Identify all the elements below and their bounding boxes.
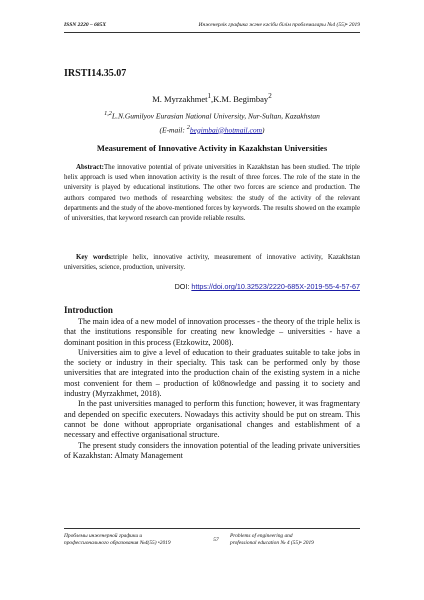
email-link[interactable]: begimbai@hotmail.com	[189, 125, 263, 134]
introduction-body	[64, 317, 360, 461]
paper-title: Measurement of Innovative Activity in Kazakhstan Universities	[96, 143, 328, 153]
affiliation	[64, 108, 360, 135]
doi-line	[64, 282, 360, 291]
author-separator: ,	[211, 93, 214, 104]
authors-line	[64, 92, 360, 104]
footer-left-line1: Проблемы инженерной графики и	[64, 533, 143, 539]
footer-right	[230, 533, 360, 547]
issn-label: ISSN 2220 – 685X	[64, 22, 107, 28]
paragraph: In the past universities managed to perform this function; however, it was fragmentary and depended on specific executers. Nowadays this activity should be put on stream. This cannot be done without appropriate organisational changes and establishment of a necessary and effective organisational structure.	[64, 399, 360, 440]
footer-left	[64, 533, 204, 547]
email-prefix: (E-mail:	[159, 125, 187, 134]
abstract	[64, 163, 360, 224]
email-suffix: )	[262, 125, 265, 134]
author-1: M. Myrzakhmet	[152, 93, 208, 104]
doi-link[interactable]: https://doi.org/10.32523/2220-685X-2019-55-4-57-67	[191, 282, 360, 291]
author-2: K.M. Begimbay	[213, 93, 269, 104]
email-sup: 2	[186, 123, 190, 131]
section-heading-introduction: Introduction	[64, 305, 113, 315]
keywords-text: triple helix, innovative activity, measurement of innovative activity, Kazakhstan universities, science, production, university.	[64, 254, 360, 272]
page-number: 57	[213, 537, 219, 543]
running-footer	[64, 528, 360, 553]
abstract-text: The innovative potential of private universities in Kazakhstan has been studied. The triple helix approach is used when innovation activity is the result of three forces. The role of the state in the university is played by educational institutions. The other two forces are science and production. The authors compared two methods of researching websites: the study of the activity of the relevant departments and the study of the above-mentioned forces by keywords. The results showed on the example of universities, that keyword research can provide reliable results.	[64, 164, 360, 223]
author-2-sup: 2	[268, 92, 272, 100]
affiliation-text: L.N.Gumilyov Eurasian National University, Nur-Sultan, Kazakhstan	[111, 111, 320, 121]
keywords	[64, 253, 360, 273]
footer-right-line1: Problems of engineering and	[230, 533, 293, 539]
keywords-label: Key words:	[76, 254, 114, 261]
author-1-sup: 1	[207, 92, 212, 100]
abstract-label: Abstract:	[76, 164, 104, 171]
paragraph: Universities aim to give a level of education to their graduates suitable to take jobs in the society or industry in their specialty. This task can be performed only by those universities that are integrated into the production chain of the existing system in a niche most convenient for them – production of k08nowledge and passing it to society and industry (Myrzakhmet, 2018).	[64, 347, 360, 399]
running-header	[64, 18, 360, 33]
irsti-code: IRSTI14.35.07	[64, 68, 127, 79]
journal-title-header: Инженерлік графика және кәсіби білім проблемалары №4 (55)• 2019	[198, 22, 360, 28]
paragraph: The present study considers the innovation potential of the leading private universities of Kazakhstan: Almaty Management	[64, 440, 360, 460]
footer-right-line2: professional education № 4 (55)• 2019	[230, 540, 314, 546]
affiliation-sup: 1,2	[104, 110, 112, 117]
footer-left-line2: профессионального образования №4(55) •2019	[64, 540, 171, 546]
paragraph: The main idea of a new model of innovation processes - the theory of the triple helix is that the institutions responsible for creating new knowledge – universities - have a dominant position in this process (Etzkowitz, 2008).	[64, 317, 360, 347]
doi-label: DOI:	[174, 282, 192, 291]
